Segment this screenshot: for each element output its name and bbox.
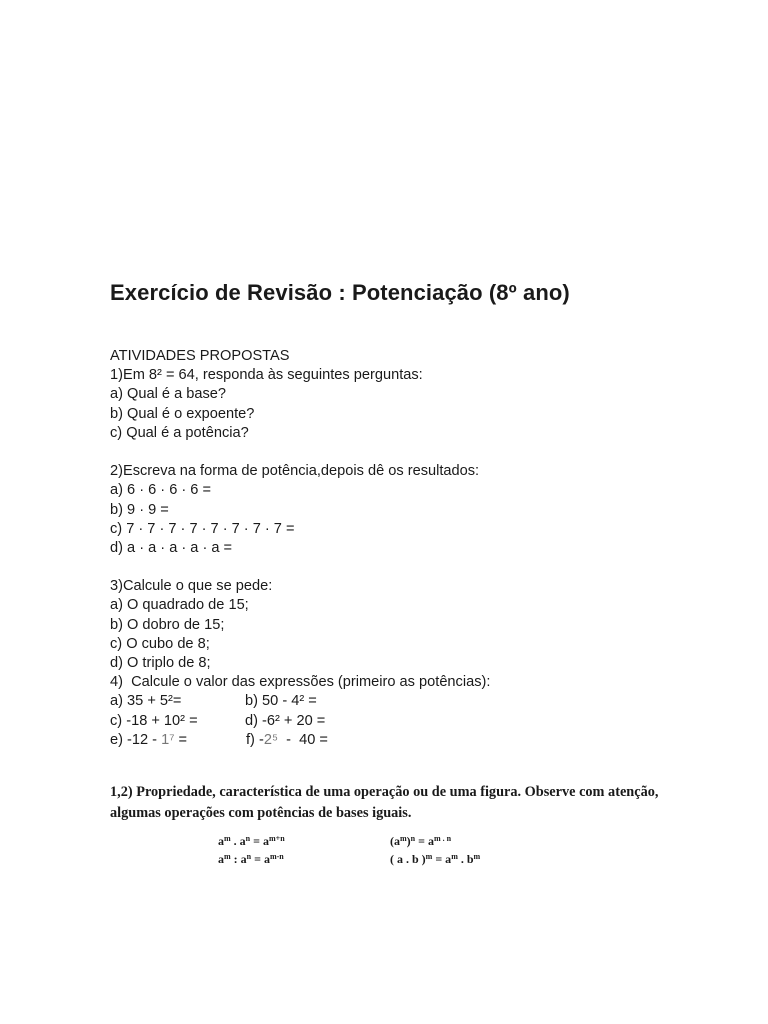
question-4-item-c: c) -18 + 10² = [110,712,198,729]
formula-power-of-product: ( a . b )$^m = a^m$ . $b^m$ [390,852,481,866]
question-4-row-2 [110,712,490,731]
question-2-item-d: d) a · a · a · a · a = [110,539,233,556]
question-4-row-1 [110,692,490,711]
item-f-suffix: - 40 = [278,731,328,748]
question-4-item-b: b) 50 - 4² = [245,693,317,710]
question-4-item-a: a) 35 + 5²= [110,693,182,710]
item-e-gray-term: 1⁷ [161,731,175,748]
question-2-stem: 2)Escreva na forma de potência,depois dê os resultados: [110,463,480,480]
section-heading: ATIVIDADES PROPOSTAS [110,348,290,364]
question-1-item-c: c) Qual é a potência? [110,424,249,441]
question-2-item-c: c) 7 · 7 · 7 · 7 · 7 · 7 · 7 · 7 = [110,520,295,537]
question-1-stem: 1)Em 8² = 64, responda às seguintes perguntas: [110,367,423,384]
formula-quotient-rule: $a^m$ : $a^n = a^{m-n}$ [218,852,284,866]
question-3-item-d: d) O triplo de 8; [110,655,211,671]
question-2-item-b: b) 9 · 9 = [110,501,169,518]
question-3-stem: 3)Calcule o que se pede: [110,578,273,595]
activities-section [110,347,490,750]
question-3-item-c: c) O cubo de 8; [110,635,210,652]
item-f-gray-term: 2⁵ [263,731,279,748]
question-1-item-a: a) Qual é a base? [110,386,227,403]
formula-power-of-power: $(a^m)^n = a^{m . n}$ [390,834,452,848]
question-3-item-b: b) O dobro de 15; [110,616,225,633]
question-1-item-b: b) Qual é o expoente? [110,405,255,422]
question-4-item-d: d) -6² + 20 = [245,712,326,729]
item-f-prefix: f) - [246,731,264,748]
question-3-item-a: a) O quadrado de 15; [110,597,249,614]
question-2-item-a: a) 6 · 6 · 6 · 6 = [110,482,211,499]
page-title: Exercício de Revisão : Potenciação (8º ano) [110,280,570,305]
item-e-suffix: = [174,731,188,748]
item-e-prefix: e) -12 - [110,731,162,748]
formula-product-rule: $a^m$ . $a^n = a^{m+n}$ [218,834,285,848]
spacer [110,558,490,577]
question-4-item-e [110,731,187,750]
question-4-item-f [246,731,328,750]
properties-paragraph: 1,2) Propriedade, característica de uma operação ou de uma figura. Observe com atenção, algumas operações com potências de bases iguais. [110,784,659,821]
question-4-row-3 [110,731,490,750]
question-4-stem: 4) Calcule o valor das expressões (primeiro as potências): [110,674,491,691]
spacer [110,443,490,462]
